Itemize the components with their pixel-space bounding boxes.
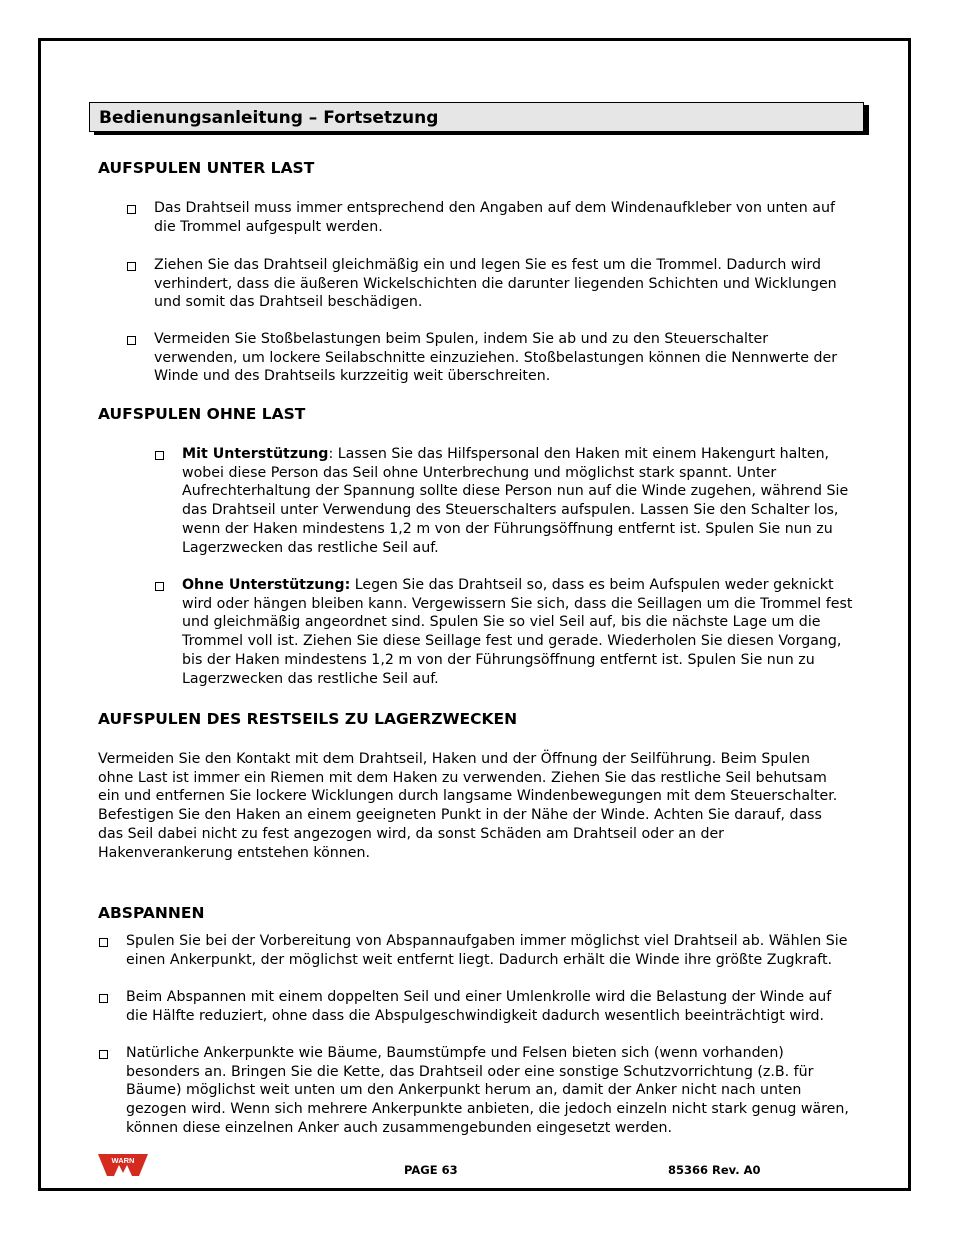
list-item: Das Drahtseil muss immer entsprechend den Angaben auf dem Windenaufkleber von unten auf die Trommel aufgespult werden.	[154, 200, 835, 235]
paragraph: Vermeiden Sie den Kontakt mit dem Drahtseil, Haken und der Öffnung der Seilführung. Beim Spulen ohne Last ist immer ein Riemen mit dem Haken zu verwenden. Ziehen Sie das restliche Seil behutsam ein und entfernen Sie lockere Wicklungen durch langsame Windenbewegungen mit dem Steuerschalter. Befestigen Sie den Haken an einem geeigneten Punkt in der Nähe der Winde. Achten Sie darauf, dass das Seil dabei nicht zu fest angezogen wird, da sonst Schäden am Drahtseil oder an der Hakenverankerung entstehen können.	[98, 751, 838, 861]
item-text: : Lassen Sie das Hilfspersonal den Haken mit einem Hakengurt halten, wobei diese Person das Seil ohne Unterbrechung und möglichst stark spannt. Unter Aufrechterhaltung der Spannung sollte diese Person nun auf die Winde zugehen, während Sie das Drahtseil unter Verwendung des Steuerschalters aufspulen. Lassen Sie den Schalter los, wenn der Haken mindestens 1,2 m von der Führungsöffnung entfernt ist. Spulen Sie nun zu Lagerzwecken das restliche Seil auf.	[182, 446, 849, 556]
checkbox-bullet-icon	[99, 994, 108, 1003]
list-item	[182, 445, 862, 557]
list-item: Natürliche Ankerpunkte wie Bäume, Baumstümpfe und Felsen bieten sich (wenn vorhanden) besonders an. Bringen Sie die Kette, das Drahtseil oder eine sonstige Schutzvorrichtung (z.B. für Bäume) möglichst weit unten um den Ankerpunkt herum an, damit der Anker nicht nach unten gezogen wird. Wenn sich mehrere Ankerpunkte anbieten, die jedoch einzeln nicht stark genug wären, können diese einzelnen Anker auch zusammengebunden eingesetzt werden.	[126, 1045, 849, 1136]
item-label: Ohne Unterstützung:	[182, 577, 351, 593]
page-number: PAGE 63	[404, 1163, 458, 1177]
heading-aufspulen-restseil: AUFSPULEN DES RESTSEILS ZU LAGERZWECKEN	[98, 710, 518, 728]
checkbox-bullet-icon	[155, 451, 164, 460]
doc-reference: 85366 Rev. A0	[668, 1163, 761, 1177]
logo-text: WARN	[111, 1156, 135, 1165]
list-item	[182, 576, 862, 688]
warn-logo	[98, 1153, 148, 1181]
checkbox-bullet-icon	[155, 582, 164, 591]
list-item: Vermeiden Sie Stoßbelastungen beim Spulen, indem Sie ab und zu den Steuerschalter verwenden, um lockere Seilabschnitte einzuziehen. Stoßbelastungen können die Nennwerte der Winde und des Drahtseils kurzzeitig weit überschreiten.	[154, 331, 838, 385]
checkbox-bullet-icon	[99, 938, 108, 947]
section-title-bar	[89, 102, 864, 132]
section-title: Bedienungsanleitung – Fortsetzung	[99, 108, 439, 128]
list-item: Ziehen Sie das Drahtseil gleichmäßig ein und legen Sie es fest um die Trommel. Dadurch wird verhindert, dass die äußeren Wickelschichten die darunter liegenden Schichten und Wicklungen und somit das Drahtseil beschädigen.	[154, 257, 837, 311]
heading-aufspulen-ohne-last: AUFSPULEN OHNE LAST	[98, 405, 306, 423]
checkbox-bullet-icon	[127, 205, 136, 214]
checkbox-bullet-icon	[127, 336, 136, 345]
list-item: Spulen Sie bei der Vorbereitung von Abspannaufgaben immer möglichst viel Drahtseil ab. Wählen Sie einen Ankerpunkt, der möglichst weit entfernt liegt. Dadurch erhält die Winde ihre größte Zugkraft.	[126, 933, 848, 968]
heading-abspannen: ABSPANNEN	[98, 904, 205, 922]
item-text: Legen Sie das Drahtseil so, dass es beim Aufspulen weder geknickt wird oder hängen bleiben kann. Vergewissern Sie sich, dass die Seillagen um die Trommel fest und gleichmäßig angeordnet sind. Spulen Sie so viel Seil auf, bis die nächste Lage um die Trommel voll ist. Ziehen Sie diese Seillage fest und gerade. Wiederholen Sie diesen Vorgang, bis der Haken mindestens 1,2 m von der Führungsöffnung entfernt ist. Spulen Sie nun zu Lagerzwecken das restliche Seil auf.	[182, 577, 853, 687]
item-label: Mit Unterstützung	[182, 446, 329, 462]
checkbox-bullet-icon	[99, 1050, 108, 1059]
heading-aufspulen-unter-last: AUFSPULEN UNTER LAST	[98, 159, 315, 177]
list-item: Beim Abspannen mit einem doppelten Seil und einer Umlenkrolle wird die Belastung der Winde auf die Hälfte reduziert, ohne dass die Abspulgeschwindigkeit dadurch wesentlich beeinträchtigt wird.	[126, 989, 832, 1024]
checkbox-bullet-icon	[127, 262, 136, 271]
